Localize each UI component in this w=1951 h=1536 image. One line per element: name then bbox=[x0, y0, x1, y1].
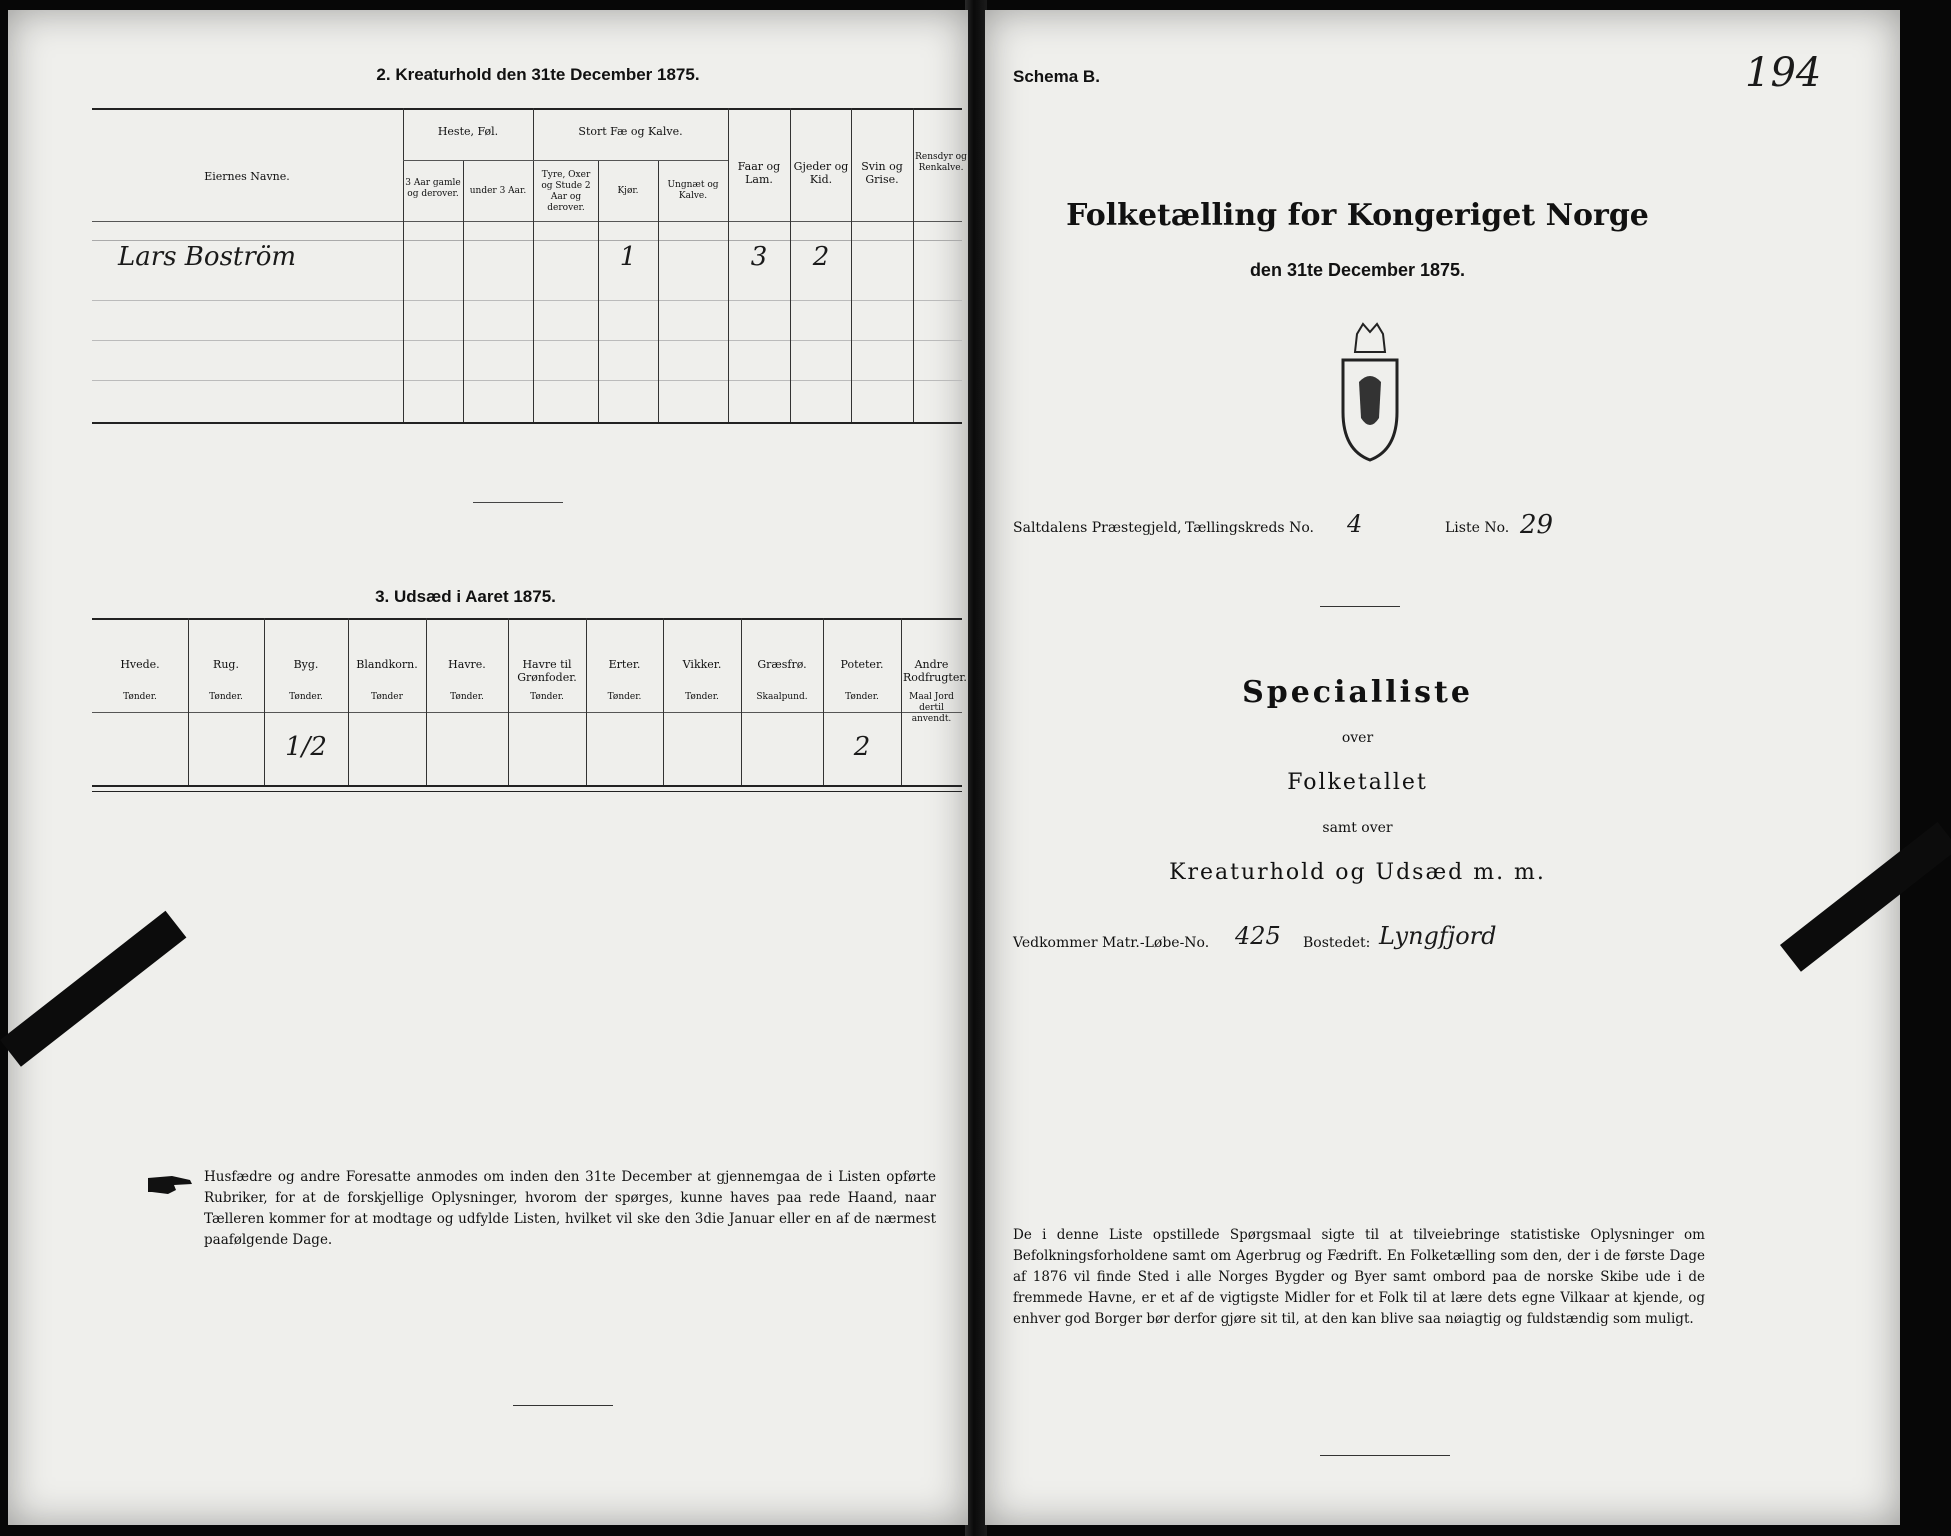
special-title: Specialliste bbox=[1242, 675, 1473, 710]
udsaed-col-name: Byg. bbox=[293, 658, 319, 671]
table2-bottom-rule bbox=[92, 422, 962, 424]
udsaed-col-unit: Tønder. bbox=[450, 692, 484, 702]
left-page bbox=[8, 10, 968, 1525]
stort-fae-header: Stort Fæ og Kalve. bbox=[578, 125, 683, 138]
book-spine bbox=[965, 0, 987, 1536]
udsaed-col-name: Havre. bbox=[448, 658, 486, 671]
gjeder-header: Gjeder og Kid. bbox=[793, 160, 849, 186]
list-label: Liste No. bbox=[1445, 520, 1510, 536]
udsaed-col-name: Vikker. bbox=[682, 658, 722, 671]
bosted-value: Lyngfjord bbox=[1379, 922, 1497, 950]
udsaed-col-name: Erter. bbox=[608, 658, 641, 671]
udsaed-col-name: Blandkorn. bbox=[356, 658, 418, 671]
udsaed-col-unit: Tønder. bbox=[289, 692, 323, 702]
table2-top-rule bbox=[92, 108, 962, 110]
coat-of-arms-icon bbox=[1337, 322, 1403, 462]
bosted-label: Bostedet: bbox=[1303, 935, 1371, 951]
owner-name: Lars Boström bbox=[118, 242, 297, 272]
rensdyr-header: Rensdyr og Renkalve. bbox=[915, 152, 967, 173]
list-value: 29 bbox=[1520, 510, 1554, 540]
svin-header: Svin og Grise. bbox=[861, 160, 903, 186]
section3-title: 3. Udsæd i Aaret 1875. bbox=[375, 587, 556, 606]
tyre-header: Tyre, Oxer og Stude 2 Aar og derover. bbox=[541, 170, 591, 213]
udsaed-col-unit: Tønder. bbox=[530, 692, 564, 702]
table2-header-rule bbox=[92, 221, 962, 222]
poteter-value: 2 bbox=[853, 732, 871, 762]
matr-label: Vedkommer Matr.-Løbe-No. bbox=[1013, 935, 1210, 951]
faar-value: 3 bbox=[750, 242, 768, 272]
udsaed-col-name: Rug. bbox=[213, 658, 239, 671]
parish-label: Saltdalens Præstegjeld, bbox=[1013, 520, 1182, 536]
udsaed-col-unit: Tønder. bbox=[123, 692, 157, 702]
ungnaet-header: Ungnæt og Kalve. bbox=[667, 180, 719, 201]
udsaed-col-unit: Tønder. bbox=[607, 692, 642, 702]
heste-3aar-header: 3 Aar gamle og derover. bbox=[405, 178, 461, 199]
over-label: over bbox=[1341, 730, 1374, 746]
owner-header: Eiernes Navne. bbox=[204, 170, 290, 183]
samt-over-label: samt over bbox=[1322, 820, 1393, 836]
udsaed-col-unit: Tønder. bbox=[209, 692, 243, 702]
udsaed-col-unit: Maal Jord dertil anvendt. bbox=[909, 692, 954, 724]
kjor-value: 1 bbox=[619, 242, 637, 272]
udsaed-col-name: Poteter. bbox=[840, 658, 884, 671]
faar-header: Faar og Lam. bbox=[737, 160, 781, 186]
district-value: 4 bbox=[1347, 510, 1363, 538]
udsaed-col-name: Andre Rodfrugter. bbox=[903, 658, 967, 684]
district-label: Tællingskreds No. bbox=[1185, 520, 1314, 536]
udsaed-col-unit: Tønder. bbox=[845, 692, 879, 702]
udsaed-col-name: Hvede. bbox=[120, 658, 160, 671]
udsaed-col-unit: Tønder. bbox=[685, 692, 719, 702]
separator-rule bbox=[473, 502, 563, 503]
udsaed-col-unit: Tønder bbox=[371, 692, 403, 702]
footer-text: De i denne Liste opstillede Spørgsmaal sigte til at tilveiebringe statistiske Oplysninger om Befolkningsforholdene samt om Agerbrug og Fædrift. En Folketælling som den, der i de første Dage af 1876 vil finde Sted i alle Norges Bygder og Byer samt ombord paa de norske Skibe ude i de fremmede Havne, er et af de vigtigste Midler for et Folk til at lære dets egne Vilkaar at kjende, og enhver god Borger bør derfor gjøre sit til, at den kan blive saa nøiagtig og fuldstændig som muligt. bbox=[1013, 1227, 1705, 1327]
pointing-hand-icon bbox=[146, 1170, 194, 1198]
udsaed-col-unit: Skaalpund. bbox=[756, 692, 808, 702]
byg-value: 1/2 bbox=[285, 732, 327, 762]
udsaed-col-name: Græsfrø. bbox=[757, 658, 807, 671]
kreaturhold-label: Kreaturhold og Udsæd m. m. bbox=[1169, 860, 1546, 885]
matr-value: 425 bbox=[1235, 922, 1281, 950]
gjeder-value: 2 bbox=[812, 242, 830, 272]
kjor-header: Kjør. bbox=[617, 186, 639, 196]
heste-header: Heste, Føl. bbox=[437, 125, 499, 138]
notice-text: Husfædre og andre Foresatte anmodes om inden den 31te December at gjennemgaa de i Listen opførte Rubriker, for at de forskjellige Oplysninger, hvorom der spørges, kunne haves paa rede Haand, naar Tælleren kommer for at modtage og udfylde Listen, hvilket vil ske den 3die Januar eller en af de nærmest paafølgende Dage. bbox=[204, 1169, 936, 1248]
heste-under3-header: under 3 Aar. bbox=[469, 186, 527, 196]
folketallet-label: Folketallet bbox=[1287, 770, 1428, 795]
udsaed-col-name: Havre til Grønfoder. bbox=[517, 658, 577, 684]
page-number: 194 bbox=[1745, 50, 1822, 96]
main-title: Folketælling for Kongeriget Norge bbox=[1066, 198, 1649, 233]
right-page bbox=[985, 10, 1900, 1525]
census-date: den 31te December 1875. bbox=[1249, 260, 1466, 280]
section2-title: 2. Kreaturhold den 31te December 1875. bbox=[376, 65, 700, 84]
notice-end-rule bbox=[513, 1405, 613, 1406]
schema-label: Schema B. bbox=[1013, 67, 1100, 86]
